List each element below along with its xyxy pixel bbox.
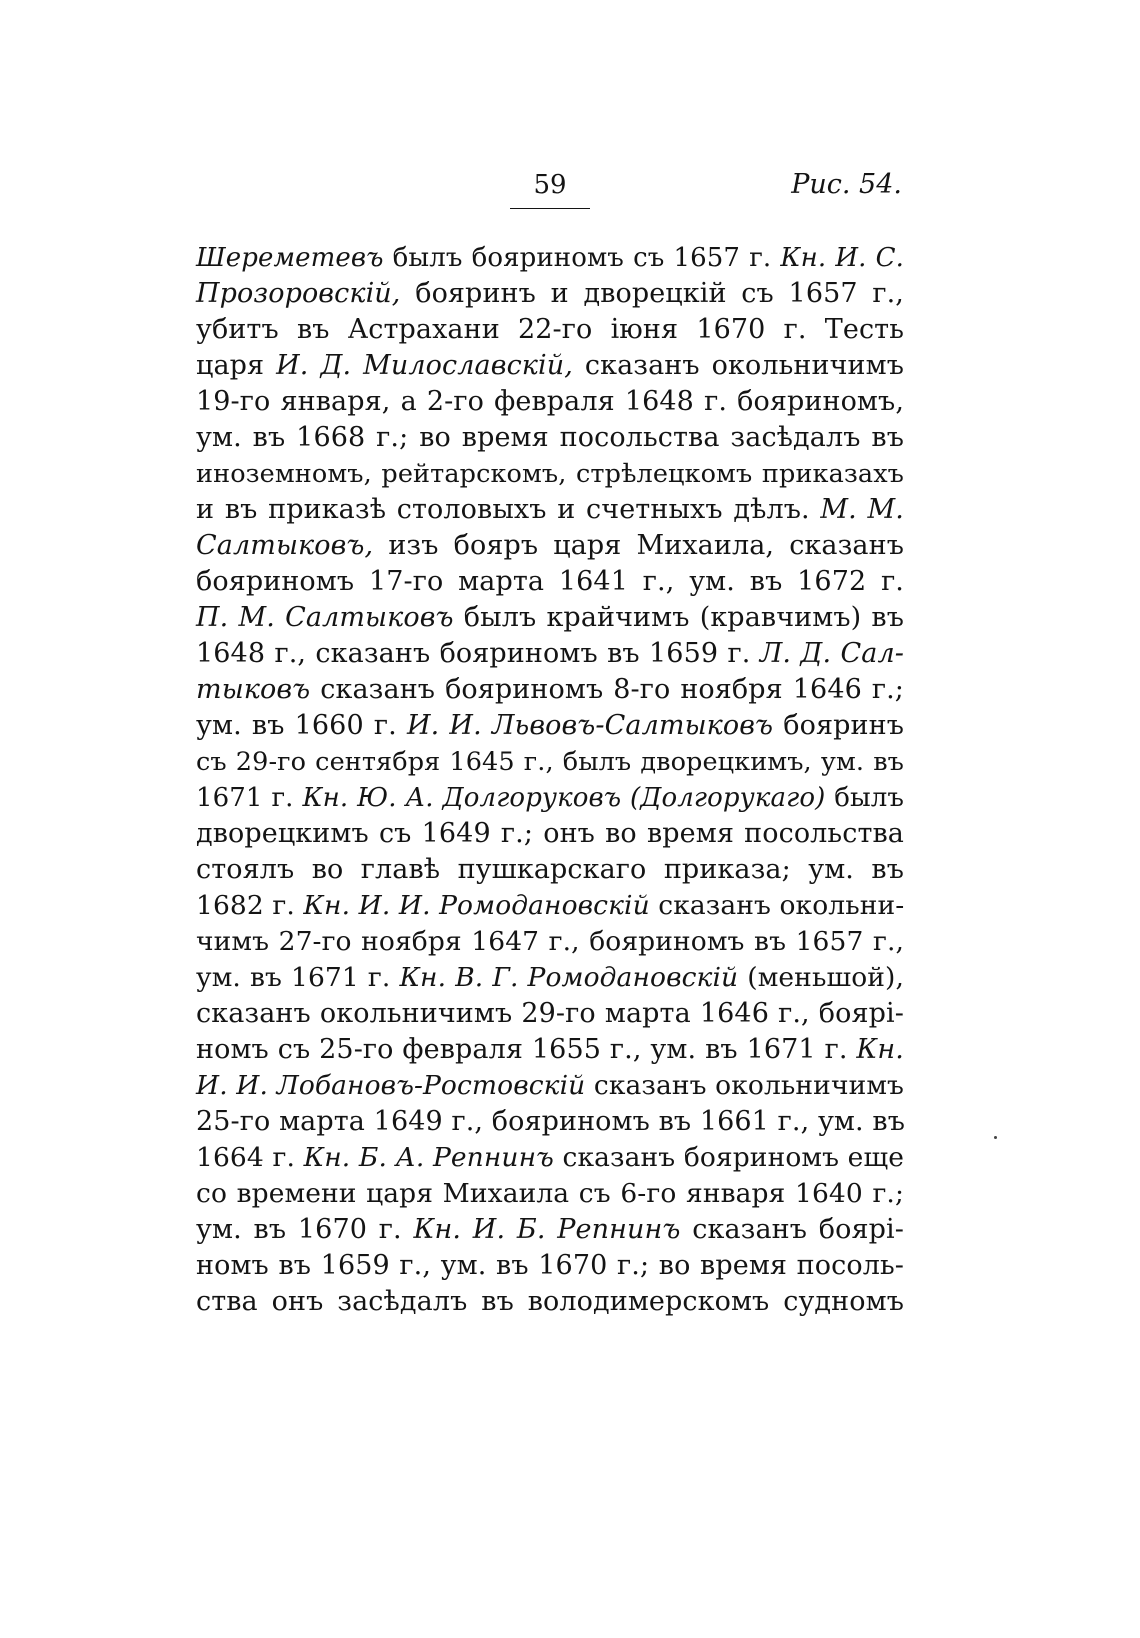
figure-reference: Рис. 54.	[791, 169, 902, 200]
text-run: 1664 г.	[196, 1142, 304, 1173]
name-p-m-saltykov: П. М. Салтыковъ	[196, 602, 454, 633]
text-line-3	[196, 312, 904, 348]
text-run: 1648 г., сказанъ бояриномъ въ 1659 г.	[196, 638, 760, 669]
name-lvov-saltykov: И. И. Львовъ-Салтыковъ	[406, 710, 774, 741]
text-run: ум. въ 1671 г.	[196, 962, 400, 993]
text-line-29	[196, 1248, 904, 1284]
text-line-19	[196, 888, 904, 924]
text-run: съ 29-го сентября 1645 г., былъ дворецкимъ, ум. въ	[196, 747, 904, 777]
body-text	[196, 240, 904, 1320]
text-run: дворецкимъ съ 1649 г.; онъ во время посольства	[196, 818, 904, 849]
text-run: былъ крайчимъ (кравчимъ) въ	[453, 602, 904, 633]
text-run: ства онъ засѣдалъ въ володимерскомъ судномъ	[196, 1286, 904, 1317]
page-number: 59	[533, 170, 567, 200]
text-run: бояринъ	[773, 710, 904, 741]
name-dolgorukov: Кн. Ю. А. Долгоруковъ (Долгорукаго)	[302, 783, 826, 813]
name-saltykov-initials: М. М.	[820, 494, 904, 525]
text-run: сказанъ окольничимъ	[585, 1070, 904, 1101]
name-lobanov-prefix: Кн.	[856, 1034, 904, 1065]
text-run: сказанъ окольничимъ 29-го марта 1646 г., боярі-	[196, 998, 904, 1029]
text-line-7	[196, 456, 904, 492]
text-run: ум. въ 1668 г.; во время посольства засѣдалъ въ	[196, 422, 904, 453]
text-run: сказанъ боярі-	[680, 1214, 904, 1245]
text-line-21	[196, 960, 904, 996]
scan-speck	[994, 1136, 997, 1139]
text-run: былъ бояриномъ съ 1657 г.	[383, 243, 781, 273]
name-i-i-romodanovsky: Кн. И. И. Ромодановскій	[303, 890, 650, 921]
text-line-18	[196, 852, 904, 888]
name-sheremetev: Шереметевъ	[196, 243, 384, 273]
text-run: номъ въ 1659 г., ум. въ 1670 г.; во время посоль-	[196, 1250, 904, 1281]
text-run: ум. въ 1660 г.	[196, 710, 407, 741]
text-line-11	[196, 600, 904, 636]
name-miloslavsky: И. Д. Милославскій,	[276, 350, 573, 381]
name-v-g-romodanovsky: Кн. В. Г. Ромодановскій	[399, 962, 739, 993]
text-run: иноземномъ, рейтарскомъ, стрѣлецкомъ приказахъ	[196, 459, 904, 489]
text-line-1	[196, 240, 904, 276]
name-prozorovsky: Прозоровскій,	[196, 278, 401, 309]
text-run: стоялъ во главѣ пушкарскаго приказа; ум. въ	[196, 854, 904, 885]
text-line-24	[196, 1068, 904, 1104]
text-line-9	[196, 528, 904, 564]
text-line-16	[196, 780, 904, 816]
text-run: былъ	[825, 783, 905, 813]
text-line-12	[196, 636, 904, 672]
page-number-underline	[510, 208, 590, 209]
text-line-10	[196, 564, 904, 600]
text-line-15	[196, 744, 904, 780]
text-run: 19-го января, а 2-го февраля 1648 г. бояриномъ,	[196, 386, 904, 417]
page-header	[196, 168, 904, 212]
text-run: 25-го марта 1649 г., бояриномъ въ 1661 г., ум. въ	[196, 1106, 905, 1137]
text-run: (меньшой),	[738, 962, 904, 993]
text-line-23	[196, 1032, 904, 1068]
text-line-28	[196, 1212, 904, 1248]
text-line-14	[196, 708, 904, 744]
text-line-17	[196, 816, 904, 852]
text-line-2	[196, 276, 904, 312]
text-run: номъ съ 25-го февраля 1655 г., ум. въ 1671 г.	[196, 1034, 857, 1065]
text-line-30	[196, 1284, 904, 1320]
text-run: царя	[196, 350, 277, 381]
text-run: ум. въ 1670 г.	[196, 1214, 414, 1245]
text-run: 1682 г.	[196, 890, 304, 921]
text-line-20	[196, 924, 904, 960]
text-run: бояриномъ 17-го марта 1641 г., ум. въ 1672 г.	[196, 566, 904, 597]
name-saltykov: Салтыковъ,	[196, 530, 374, 561]
text-run: со времени царя Михаила съ 6-го января 1640 г.;	[196, 1178, 904, 1209]
name-lobanov-rostovsky: И. И. Лобановъ-Ростовскій	[196, 1070, 586, 1101]
text-run: чимъ 27-го ноября 1647 г., бояриномъ въ 1657 г.,	[196, 926, 904, 957]
name-i-b-repnin: Кн. И. Б. Репнинъ	[413, 1214, 681, 1245]
text-line-13	[196, 672, 904, 708]
text-run: бояринъ и дворецкій съ 1657 г.,	[400, 278, 904, 309]
text-run: сказанъ бояриномъ еще	[553, 1142, 904, 1173]
text-run: убитъ въ Астрахани 22-го іюня 1670 г. Тесть	[196, 314, 904, 345]
text-run: сказанъ окольничимъ	[572, 350, 905, 381]
text-line-27	[196, 1176, 904, 1212]
text-line-8	[196, 492, 904, 528]
name-l-d-saltykov-start: Л. Д. Сал-	[759, 638, 904, 669]
name-l-d-saltykov-end: тыковъ	[196, 674, 311, 705]
text-run: сказанъ бояриномъ 8-го ноября 1646 г.;	[310, 674, 904, 705]
text-run: 1671 г.	[196, 783, 303, 813]
text-line-22	[196, 996, 904, 1032]
name-b-a-repnin: Кн. Б. А. Репнинъ	[303, 1142, 554, 1173]
text-line-26	[196, 1140, 904, 1176]
text-line-25	[196, 1104, 904, 1140]
text-line-4	[196, 348, 904, 384]
text-run: изъ бояръ царя Михаила, сказанъ	[373, 530, 904, 561]
text-run: сказанъ окольни-	[649, 890, 905, 921]
text-run: и въ приказѣ столовыхъ и счетныхъ дѣлъ.	[196, 494, 821, 525]
text-line-6	[196, 420, 904, 456]
name-prozorovsky-initials: Кн. И. С.	[780, 243, 904, 273]
text-line-5	[196, 384, 904, 420]
